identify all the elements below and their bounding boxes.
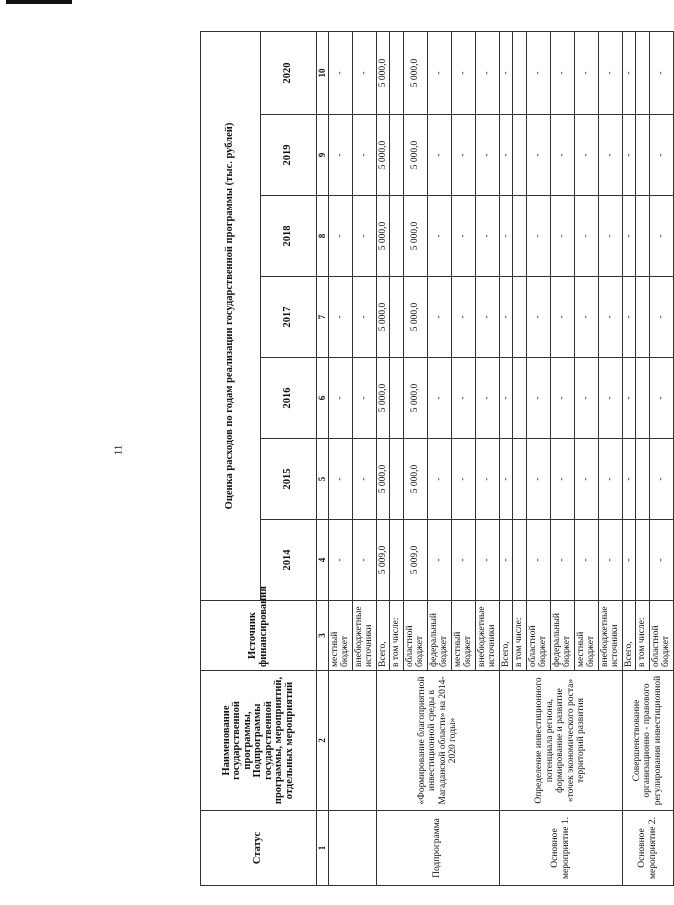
row-value: -	[622, 31, 636, 114]
row-value: -	[352, 115, 376, 196]
row-value: -	[574, 520, 598, 601]
row-value: 5 000,0	[376, 358, 390, 439]
row-value: -	[328, 31, 352, 114]
row-value	[513, 520, 527, 601]
row-source: федеральный бюджет	[550, 601, 574, 671]
row-status: Основное мероприятие 1.	[499, 811, 622, 886]
row-value: -	[451, 115, 475, 196]
row-value: -	[574, 358, 598, 439]
row-value: 5 000,0	[376, 439, 390, 520]
row-value: -	[328, 196, 352, 277]
row-value	[636, 31, 650, 114]
column-number: 6	[317, 358, 329, 439]
table-row	[328, 31, 352, 885]
row-value: -	[649, 196, 673, 277]
row-value: -	[574, 277, 598, 358]
row-value: -	[649, 31, 673, 114]
header-year-2015: 2015	[261, 439, 317, 520]
header-year-2019: 2019	[261, 115, 317, 196]
row-value	[390, 196, 404, 277]
row-value: -	[598, 196, 622, 277]
row-value	[513, 358, 527, 439]
row-value	[636, 277, 650, 358]
row-value: -	[574, 196, 598, 277]
row-status: Подпрограмма	[376, 811, 499, 886]
row-value: -	[622, 439, 636, 520]
row-value: 5 009,0	[403, 520, 427, 601]
row-value: -	[475, 358, 499, 439]
row-value: -	[328, 520, 352, 601]
row-value	[636, 358, 650, 439]
row-value: -	[550, 520, 574, 601]
row-value: -	[622, 115, 636, 196]
row-value: -	[352, 439, 376, 520]
row-value: -	[649, 358, 673, 439]
row-value	[390, 115, 404, 196]
row-source: в том числе:	[636, 601, 650, 671]
row-value: -	[526, 115, 550, 196]
row-value: -	[598, 520, 622, 601]
row-value: -	[574, 115, 598, 196]
row-value: -	[598, 358, 622, 439]
row-value: -	[352, 520, 376, 601]
row-value: -	[574, 31, 598, 114]
header-source: Источник финансирования	[201, 601, 317, 671]
row-value: -	[352, 358, 376, 439]
rotated-table-frame	[200, 31, 671, 886]
row-value: -	[598, 31, 622, 114]
table-row	[376, 31, 390, 885]
row-value: -	[649, 277, 673, 358]
row-source: областной бюджет	[403, 601, 427, 671]
column-number: 9	[317, 115, 329, 196]
row-value: -	[550, 358, 574, 439]
row-value	[636, 520, 650, 601]
row-source: федеральный бюджет	[427, 601, 451, 671]
row-value: -	[622, 196, 636, 277]
row-value: -	[550, 439, 574, 520]
row-value	[390, 520, 404, 601]
column-number: 7	[317, 277, 329, 358]
row-value: -	[550, 277, 574, 358]
header-year-2020: 2020	[261, 31, 317, 114]
row-status	[328, 811, 376, 886]
row-value	[390, 439, 404, 520]
row-source: местный бюджет	[328, 601, 352, 671]
row-value	[513, 277, 527, 358]
row-name: Определение инвестиционного потенциала региона, формирование и развитие «точек экономического роста» территорий развития	[499, 671, 622, 811]
row-value: -	[526, 31, 550, 114]
row-value: -	[451, 277, 475, 358]
header-year-2017: 2017	[261, 277, 317, 358]
row-value: -	[451, 358, 475, 439]
row-value: -	[328, 277, 352, 358]
row-value: 5 000,0	[376, 277, 390, 358]
expenses-table	[200, 31, 674, 886]
row-value: -	[499, 358, 513, 439]
header-estimate: Оценка расходов по годам реализации государственной программы (тыс. рублей)	[201, 31, 261, 600]
row-value: -	[598, 439, 622, 520]
row-value: -	[622, 277, 636, 358]
column-number: 1	[317, 811, 329, 886]
row-value: -	[352, 31, 376, 114]
row-value: -	[328, 115, 352, 196]
table-row	[622, 31, 636, 885]
row-value: 5 000,0	[403, 31, 427, 114]
row-value	[513, 31, 527, 114]
row-value: -	[451, 31, 475, 114]
row-value: 5 000,0	[376, 31, 390, 114]
row-name: «Формирование благоприятной инвестиционной среды в Магаданской области» на 2014-2020 годы»	[376, 671, 499, 811]
row-value: -	[451, 520, 475, 601]
row-value: 5 000,0	[376, 196, 390, 277]
row-value: -	[475, 439, 499, 520]
column-number: 5	[317, 439, 329, 520]
row-value: -	[649, 115, 673, 196]
row-value: -	[526, 196, 550, 277]
row-status: Основное мероприятие 2.	[622, 811, 673, 886]
row-value	[636, 115, 650, 196]
row-value: 5 000,0	[403, 358, 427, 439]
row-value: -	[328, 358, 352, 439]
row-value	[513, 439, 527, 520]
row-value: -	[451, 439, 475, 520]
row-value: -	[526, 439, 550, 520]
row-value	[513, 196, 527, 277]
row-value: -	[499, 115, 513, 196]
row-source: местный бюджет	[451, 601, 475, 671]
row-value: -	[622, 520, 636, 601]
row-value: -	[574, 439, 598, 520]
row-value: -	[622, 358, 636, 439]
row-source: Всего,	[622, 601, 636, 671]
row-source: Всего,	[376, 601, 390, 671]
row-value: -	[598, 115, 622, 196]
row-value: -	[427, 115, 451, 196]
row-value: -	[427, 196, 451, 277]
row-name	[328, 671, 376, 811]
row-value: -	[427, 31, 451, 114]
row-source: в том числе:	[390, 601, 404, 671]
row-value: -	[475, 277, 499, 358]
row-value	[390, 277, 404, 358]
row-value	[390, 31, 404, 114]
row-value: -	[499, 31, 513, 114]
row-value: -	[427, 439, 451, 520]
top-rule	[6, 0, 72, 4]
row-value: -	[499, 196, 513, 277]
row-value: -	[499, 277, 513, 358]
row-value: -	[598, 277, 622, 358]
row-value: 5 000,0	[403, 115, 427, 196]
row-source: внебюджетные источники	[352, 601, 376, 671]
header-status: Статус	[201, 811, 317, 886]
table-row	[499, 31, 513, 885]
column-number: 2	[317, 671, 329, 811]
row-value: -	[649, 439, 673, 520]
row-value: -	[550, 196, 574, 277]
row-value	[636, 196, 650, 277]
row-value: 5 000,0	[403, 277, 427, 358]
row-value: -	[475, 31, 499, 114]
row-value: -	[550, 115, 574, 196]
row-value: -	[649, 520, 673, 601]
column-number: 4	[317, 520, 329, 601]
row-value: -	[526, 358, 550, 439]
row-value: 5 000,0	[403, 439, 427, 520]
row-value: -	[427, 520, 451, 601]
row-value: -	[475, 196, 499, 277]
row-source: областной бюджет	[526, 601, 550, 671]
header-year-2016: 2016	[261, 358, 317, 439]
row-value: -	[451, 196, 475, 277]
header-year-2018: 2018	[261, 196, 317, 277]
row-source: внебюджетные источники	[598, 601, 622, 671]
row-source: в том числе:	[513, 601, 527, 671]
row-value: -	[427, 277, 451, 358]
row-source: областной бюджет	[649, 601, 673, 671]
row-value: -	[499, 520, 513, 601]
row-source: внебюджетные источники	[475, 601, 499, 671]
row-value: -	[352, 277, 376, 358]
row-source: Всего,	[499, 601, 513, 671]
row-value	[513, 115, 527, 196]
row-value: 5 009,0	[376, 520, 390, 601]
row-name: Совершенствование организационно - правового регулирования инвестиционной	[622, 671, 673, 811]
header-year-2014: 2014	[261, 520, 317, 601]
row-value: -	[499, 439, 513, 520]
row-value: -	[526, 277, 550, 358]
row-value: -	[328, 439, 352, 520]
column-number: 8	[317, 196, 329, 277]
row-value: -	[475, 115, 499, 196]
row-value	[636, 439, 650, 520]
row-value	[390, 358, 404, 439]
row-value: -	[427, 358, 451, 439]
row-value: -	[352, 196, 376, 277]
row-value: -	[550, 31, 574, 114]
row-source: местный бюджет	[574, 601, 598, 671]
row-value: -	[526, 520, 550, 601]
header-name: Наименование государственной программы, Подпрограммы государственной программы, мероприятий, отдельных мероприятий	[201, 671, 317, 811]
column-number: 10	[317, 31, 329, 114]
column-number: 3	[317, 601, 329, 671]
row-value: 5 000,0	[403, 196, 427, 277]
row-value: 5 000,0	[376, 115, 390, 196]
row-value: -	[475, 520, 499, 601]
page-number: 11	[112, 444, 125, 456]
